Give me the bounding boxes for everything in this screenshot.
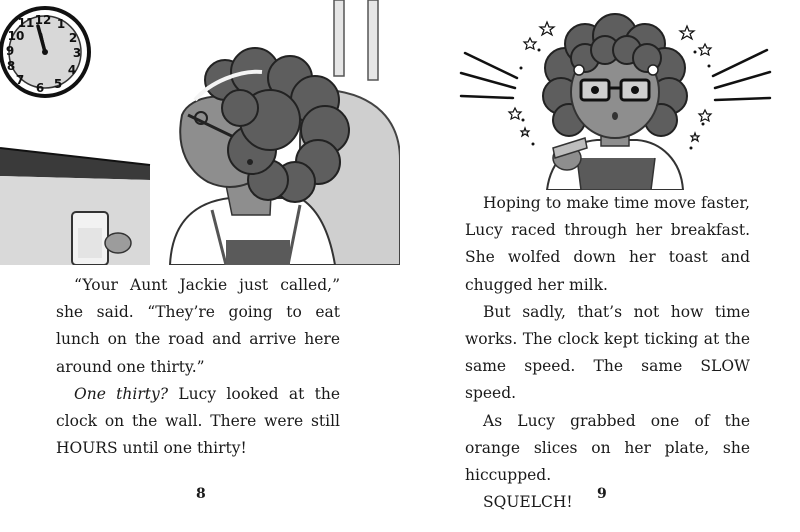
clock-numeral: 10 (7, 29, 25, 43)
paragraph: As Lucy grabbed one of the orange slices on her plate, she hiccupped. (465, 411, 750, 485)
page-number: 9 (597, 486, 607, 502)
clock-numeral: 5 (53, 77, 63, 91)
paragraph: “Your Aunt Jackie just called,” she said. “They’re going to eat lunch on the road and arrive here around one thirty.” (56, 276, 340, 376)
clock-scene-illustration (0, 0, 400, 265)
paragraph (56, 381, 340, 463)
clock-numeral: 2 (68, 31, 78, 45)
paragraph: SQUELCH! (483, 493, 573, 512)
paragraph: Hoping to make time move faster, Lucy raced through her breakfast. She wolfed down her toast and chugged her milk. (465, 194, 750, 294)
clock-numeral: 9 (5, 44, 15, 58)
right-page-text (465, 190, 750, 516)
hiccup-girl-illustration (455, 8, 775, 190)
clock-numeral: 3 (72, 46, 82, 60)
paragraph: But sadly, that’s not how time works. The clock kept ticking at the same speed. The same SLOW speed. (465, 302, 750, 403)
clock-numeral: 1 (56, 17, 66, 31)
clock-numeral: 12 (34, 13, 52, 27)
clock-numeral: 4 (67, 63, 77, 77)
clock-numeral: 11 (17, 16, 35, 30)
clock-numeral: 6 (35, 81, 45, 95)
italic-phrase: One thirty? (74, 384, 169, 403)
left-page-text (56, 272, 340, 462)
wall-clock-icon (1, 8, 89, 96)
page-number: 8 (196, 486, 206, 502)
clock-numeral: 8 (6, 59, 16, 73)
paragraph-rest: Lucy looked at the clock on the wall. There were still HOURS until one thirty! (56, 384, 340, 458)
clock-numeral: 7 (15, 73, 25, 87)
